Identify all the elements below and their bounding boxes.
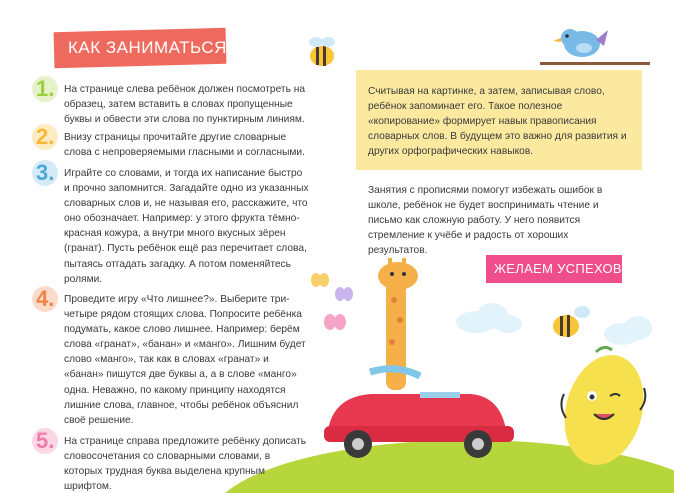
giraffe-icon bbox=[370, 258, 420, 390]
step-number: 1. bbox=[36, 76, 55, 101]
butterfly-icon bbox=[311, 273, 329, 287]
bird-icon bbox=[540, 29, 650, 65]
step-number: 3. bbox=[36, 160, 55, 185]
step-number: 5. bbox=[36, 428, 55, 453]
butterfly-icon bbox=[335, 287, 353, 301]
page-title: КАК ЗАНИМАТЬСЯ? bbox=[68, 38, 237, 57]
bee-icon bbox=[309, 37, 335, 66]
step-text: Играйте со словами, и тогда их написание быстро и прочно запомнится. Загадайте одно из указанных словарных слов и, не называя его, расскажите, что оно обозначает. Например: у этого фрукта тёмно-красная кожура, а внутри много вкусных зёрен (гранат). Пусть ребёнок ещё раз перечитает слова, пытаясь отгадать загадку. А потом поменяйтесь ролями. bbox=[64, 168, 309, 285]
cloud-icon bbox=[604, 316, 652, 345]
step-text: На странице справа предложите ребёнку дописать словосочетания со словарными словами, в которых трудная буква выделена крупным шрифтом. bbox=[64, 436, 307, 493]
info-paragraph: Занятия с прописями помогут избежать ошибок в школе, ребёнок не будет воспринимать чтение и письмо как сложную работу. У него появится стремление к учёбе и радость от хороших результатов. bbox=[368, 185, 603, 256]
highlight-note bbox=[356, 70, 642, 170]
butterfly-icon bbox=[324, 314, 346, 330]
note-text: Считывая на картинке, а затем, записывая слово, ребёнок запоминает его. Такое полезное «копирование» формирует навык правописания словарных слов. В будущем это важно для развития и других орфографических навыков. bbox=[368, 86, 627, 157]
step-number: 4. bbox=[36, 286, 55, 311]
step-number: 2. bbox=[36, 124, 55, 149]
step-text: Внизу страницы прочитайте другие словарные слова с непроверяемыми гласными и согласными. bbox=[64, 132, 305, 159]
step-text: Проведите игру «Что лишнее?». Выберите три-четыре рядом стоящих слова. Попросите ребёнка подумать, какое слово лишнее. Например: берём слова «гранат», «банан» и «манго». Лишним будет слово «манго», так как в словах «гранат» и «банан» пишутся две буквы а, а в слове «манго» одна. Неважно, по какому принципу находятся лишние слова, главное, чтобы ребёнок объяснил своё решение. bbox=[64, 294, 306, 426]
bee-icon bbox=[553, 306, 590, 337]
step-text: На странице слева ребёнок должен посмотреть на образец, затем вставить в словах пропущенные буквы и обвести эти слова по пунктирным линиям. bbox=[64, 84, 306, 126]
cloud-icon bbox=[456, 303, 522, 333]
wish-text: ЖЕЛАЕМ УСПЕХОВ! bbox=[494, 261, 626, 276]
